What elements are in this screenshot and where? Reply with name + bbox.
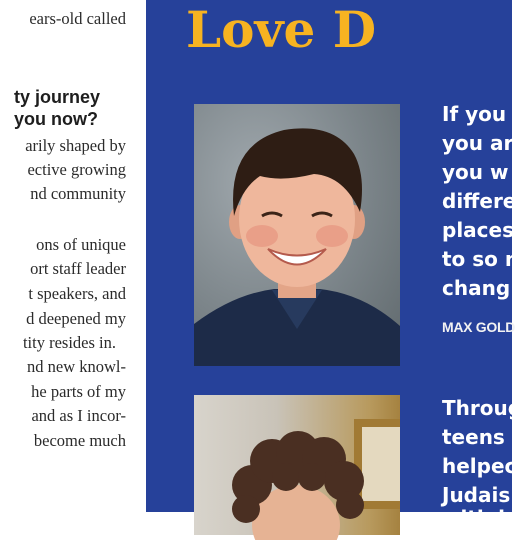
- body-text-line: become much: [33, 431, 126, 450]
- quote-1-line: places: [442, 218, 514, 242]
- quote-1-line: to so n: [442, 247, 520, 271]
- portrait-photo-2: [194, 395, 400, 535]
- body-text-line: d deepened my: [26, 309, 126, 328]
- body-text-line: nd community: [30, 184, 126, 203]
- quote-1-line: chang: [442, 276, 511, 300]
- question-heading-line: ty journey: [13, 87, 100, 107]
- body-text-line: and as I incor-: [31, 406, 126, 425]
- feature-title: Love D: [186, 0, 377, 59]
- body-text-line: ons of unique: [36, 235, 126, 254]
- body-text-line: nd new knowl-: [27, 357, 126, 376]
- feature-panel: [146, 0, 522, 530]
- body-text-line: he parts of my: [31, 382, 126, 401]
- quote-2-line: teens r: [442, 425, 522, 449]
- quote-1-line: you ar: [442, 131, 514, 155]
- quote-2-line: with l: [442, 506, 505, 530]
- body-text-line: tity resides in.: [22, 333, 116, 352]
- intro-text: ears-old called: [29, 9, 126, 28]
- quote-2-line: Throug: [442, 396, 522, 420]
- quote-1-line: differe: [442, 189, 517, 213]
- body-text-line: ective growing: [27, 160, 126, 179]
- body-text-line: t speakers, and: [28, 284, 126, 303]
- portrait-illustration: [194, 395, 400, 535]
- portrait-illustration: [194, 104, 400, 366]
- portrait-photo-1: [194, 104, 400, 366]
- body-text-line: ort staff leader: [30, 259, 126, 278]
- quote-1-line: If you: [442, 102, 507, 126]
- quote-2-line: Judais: [442, 483, 511, 507]
- question-heading-line: you now?: [14, 109, 98, 129]
- article-column: [0, 0, 146, 512]
- quote-1-byline: MAX GOLD: [442, 319, 516, 335]
- quote-2-line: helpec: [442, 454, 517, 478]
- body-text-line: arily shaped by: [25, 136, 126, 155]
- quote-1-line: you w: [442, 160, 509, 184]
